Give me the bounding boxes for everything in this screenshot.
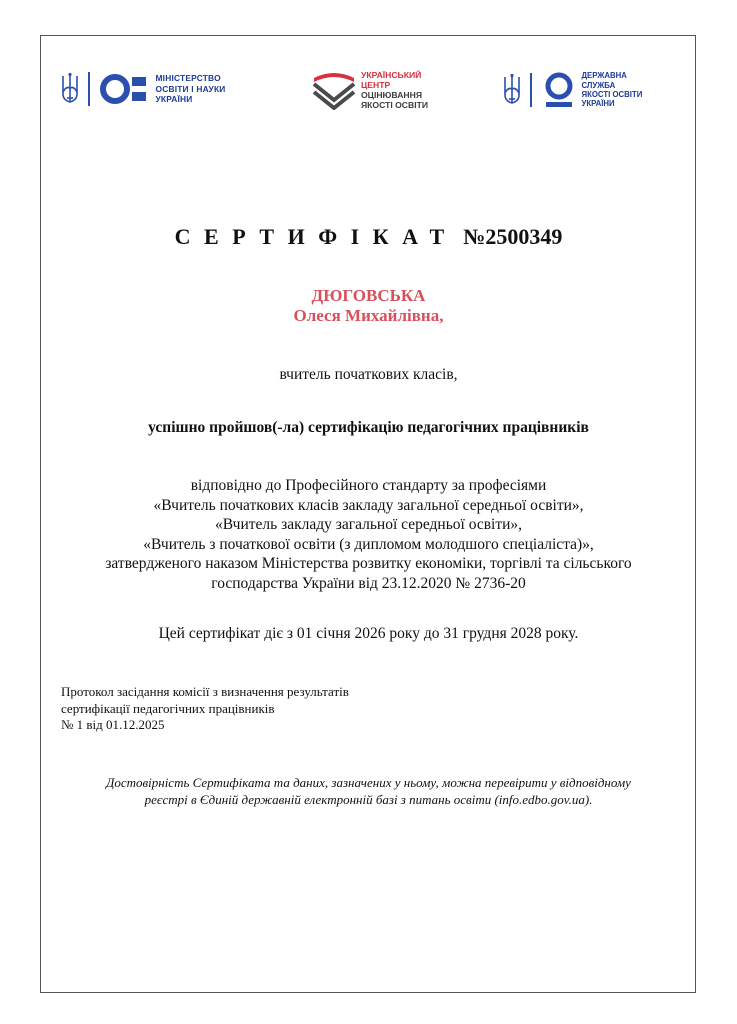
- logos-header: [0, 0, 737, 140]
- certification-statement: успішно пройшов(-ла) сертифікацію педагогічних працівників: [148, 419, 589, 436]
- center-emblem-icon: [312, 70, 356, 110]
- professional-standard-text: відповідно до Професійного стандарту за професіями «Вчитель початкових класів закладу загальної середньої освіти», «Вчитель закладу загальної середньої освіти», «Вчитель з початкової освіти (з дипломом молодшого спеціаліста)», затвердженого наказом Міністерства розвитку економіки, торгівлі та сільського господарства України від 23.12.2020 № 2736-20: [105, 477, 632, 592]
- logo-divider: [88, 72, 90, 106]
- ministry-name: МІНІСТЕРСТВО ОСВІТИ І НАУКИ УКРАЇНИ: [155, 73, 226, 105]
- trident-icon: [60, 72, 80, 106]
- verification-note: Достовірність Сертифіката та даних, зазначених у ньому, можна перевірити у відповідному реєстрі в Єдиній державній електронній базі з питань освіти (info.edbo.gov.ua).: [106, 775, 631, 807]
- ministry-emblem-icon: [100, 72, 148, 106]
- trident-icon: [502, 73, 522, 107]
- certificate-number: №2500349: [463, 224, 563, 249]
- recipient-name: [0, 286, 737, 326]
- ministry-logo: [60, 72, 225, 106]
- center-logo: [312, 70, 428, 110]
- service-name: ДЕРЖАВНА СЛУЖБА ЯКОСТІ ОСВІТИ УКРАЇНИ: [581, 71, 643, 109]
- recipient-position: вчитель початкових класів,: [279, 366, 458, 383]
- service-logo: [502, 71, 642, 109]
- recipient-surname: ДЮГОВСЬКА: [311, 286, 426, 305]
- validity-period: Цей сертифікат діє з 01 січня 2026 року до 31 грудня 2028 року.: [158, 625, 579, 642]
- logo-divider: [530, 73, 532, 107]
- recipient-given-names: Олеся Михайлівна,: [293, 306, 444, 325]
- certificate-title: [0, 224, 737, 250]
- service-emblem-icon: [542, 71, 576, 109]
- commission-protocol: Протокол засідання комісії з визначення результатів сертифікації педагогічних працівників № 1 від 01.12.2025: [61, 684, 349, 732]
- title-word: СЕРТИФІКАТ: [174, 224, 458, 249]
- center-name: УКРАЇНСЬКИЙ ЦЕНТР ОЦІНЮВАННЯ ЯКОСТІ ОСВІТИ: [361, 70, 429, 110]
